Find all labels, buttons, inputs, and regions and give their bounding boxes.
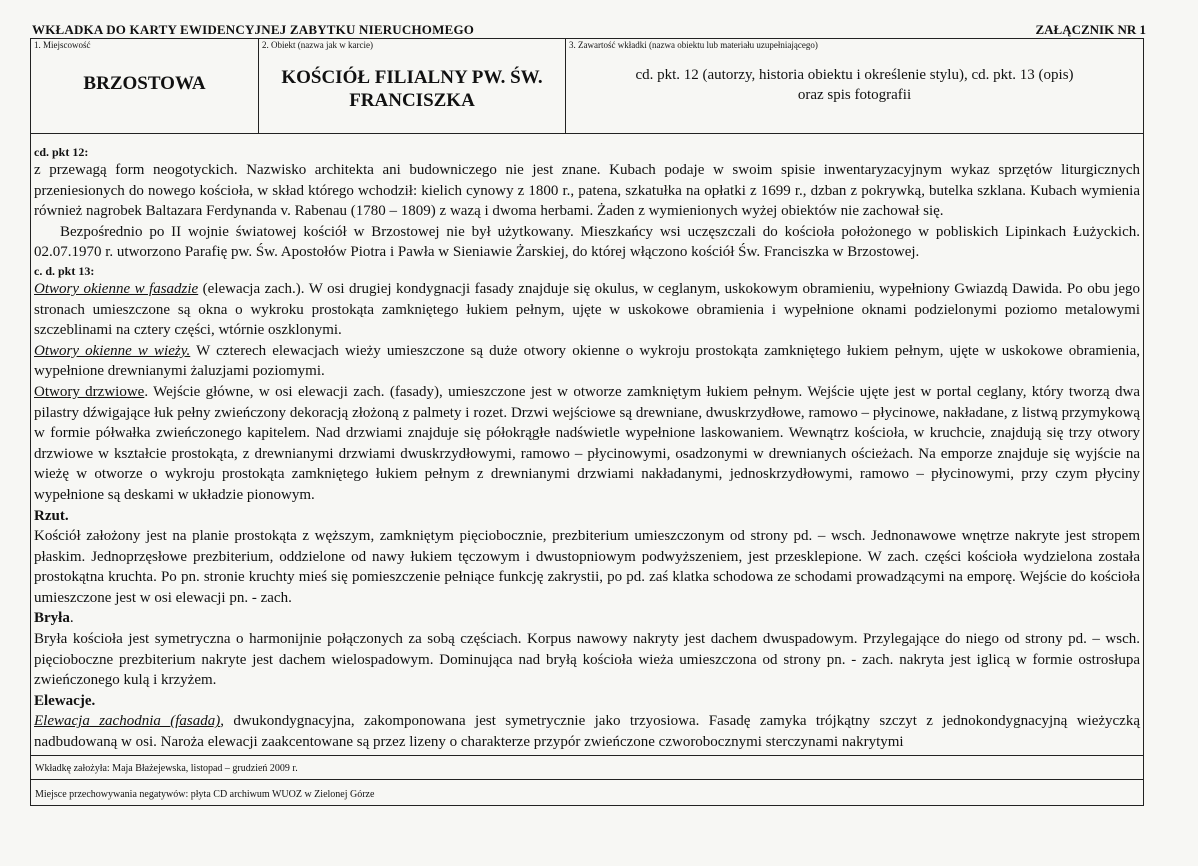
windows-facade-title: Otwory okienne w fasadzie	[34, 280, 199, 297]
doors-title: Otwory drzwiowe	[34, 383, 145, 400]
bryla-title: Bryła	[34, 610, 70, 627]
doors-paragraph	[34, 382, 1140, 506]
windows-tower-title: Otwory okienne w wieży.	[34, 342, 191, 359]
doors-text: . Wejście główne, w osi elewacji zach. (fasady), umieszczone jest w otworze zamkniętym łukiem pełnym. Wejście ujęte jest w portal ceglany, który tworzą dwa pilastry dźwigające łuk pełny zwieńczony dekoracją złożoną z palmety i rozet. Drzwi wejściowe są drewniane, dwuskrzydłowe, ramowo – płycinowe, nakładane, z listwą przymykową w formie półwałka zwieńczonego kapitelem. Nad drzwiami znajduje się półokrągłe nadświetle wypełnione laskowaniem. Wewnątrz kościoła, w kruchcie, znajdują się trzy otwory drzwiowe w kształcie prostokąta, z drewnianymi drzwiami dwuskrzydłowymi, ramowo – płycinowymi, osadzonymi w drewnianych ościeżach. Na emporze znajduje się wyjście na wieżę w otworze o wykroju prostokąta zamkniętego łukiem pełnym z drewnianymi drzwiami nakładanymi, jednoskrzydłowymi, ramowo – płycinowymi, przy czym płyciny wypełnione są deskami w układzie pionowym.	[34, 383, 1140, 503]
content-value	[576, 65, 1133, 105]
header-fields	[31, 39, 1143, 134]
windows-facade-paragraph	[34, 279, 1140, 341]
document-body	[34, 144, 1140, 753]
annex-label: ZAŁĄCZNIK NR 1	[1035, 22, 1146, 37]
pkt12-paragraph-1: z przewagą form neogotyckich. Nazwisko architekta ani budowniczego nie jest znane. Kubach podaje w swoim spisie inwentaryzacyjnym wykaz sprzętów liturgicznych przeniesionych do nowego kościoła, w skład którego wchodził: kielich cynowy z 1800 r., patena, szkatułka na opłatki z 1699 r., dzban z pokrywką, butelka szklana. Kubach wymienia również nagrobek Baltazara Ferdynanda v. Rabenau (1780 – 1809) z wazą i dwoma herbami. Żaden z wymienionych wyżej obiektów nie zachował się.	[34, 162, 1140, 220]
author-footer: Wkładkę założyła: Maja Błażejewska, listopad – grudzień 2009 r.	[31, 755, 1143, 775]
locality-cell	[31, 39, 259, 133]
object-line-1: KOŚCIÓŁ FILIALNY PW. ŚW.	[281, 67, 543, 88]
object-line-2: FRANCISZKA	[349, 90, 475, 111]
bryla-heading	[34, 608, 1140, 629]
elewacje-title: Elewacje.	[34, 692, 96, 709]
windows-tower-paragraph	[34, 341, 1140, 382]
windows-tower-text: W czterech elewacjach wieży umieszczone są duże otwory okienne o wykroju prostokąta zamkniętego łukiem pełnym, ujęte w uskokowe obramienia, wypełnione drewnianymi żaluzjami poziomymi.	[34, 342, 1140, 380]
locality-caption: 1. Miejscowość	[34, 40, 91, 50]
rzut-title: Rzut.	[34, 507, 69, 524]
form-frame	[30, 38, 1144, 806]
bryla-dot: .	[69, 610, 74, 627]
content-caption: 3. Zawartość wkładki (nazwa obiektu lub materiału uzupełniającego)	[569, 40, 818, 50]
elewacje-paragraph	[34, 711, 1140, 752]
bryla-paragraph: Bryła kościoła jest symetryczna o harmonijnie połączonych za sobą częściach. Korpus nawowy nakryty jest dachem dwuspadowym. Przylegające do niego od strony pd. – wsch. pięcioboczne prezbiterium nakryte jest dachem wielospadowym. Dominująca nad bryłą kościoła wieża umieszczona od strony pn. - zach. nakryta jest iglicą w formie ostrosłupa zwieńczonego kulą i krzyżem.	[34, 631, 1140, 689]
rzut-paragraph: Kościół założony jest na planie prostokąta z węższym, zamkniętym pięciobocznie, prezbiterium umieszczonym od strony pd. – wsch. Jednonawowe wnętrze nakryte jest stropem płaskim. Jednoprzęsłowe prezbiterium, oddzielone od nawy łukiem tęczowym i dwustopniowym podwyższeniem, jest przesklepione. W zach. części kościoła wydzielona została prostokątna kruchta. Po pn. stronie kruchty mieś się pomieszczenie pełniące funkcję zakrystii, po pd. zaś klatka schodowa ze schodami prowadzącymi na emporę. Wejście do kościoła umieszczone jest w osi elewacji pn. - zach.	[34, 528, 1140, 606]
content-line-1: cd. pkt. 12 (autorzy, historia obiektu i określenie stylu), cd. pkt. 13 (opis)	[635, 67, 1074, 83]
content-cell	[566, 39, 1143, 133]
windows-facade-text: (elewacja zach.). W osi drugiej kondygnacji fasady znajduje się okulus, w ceglanym, uskokowym obramieniu, wypełniony Gwiazdą Dawida. Po obu jego stronach umieszczone są okna o wykroku prostokąta zamkniętego łukiem pełnym, ujęte w uskokowe obramienia i wypełnione oknami podzielonymi poziomo metalowymi szczeblinami na cztery części, wtórnie oszklonymi.	[34, 280, 1140, 339]
pkt13-label: c. d. pkt 13:	[34, 263, 95, 278]
pkt12-label: cd. pkt 12:	[34, 145, 89, 159]
object-caption: 2. Obiekt (nazwa jak w karcie)	[262, 40, 373, 50]
locality-value: BRZOSTOWA	[83, 73, 206, 94]
elewacja-zachodnia-text: , dwukondygnacyjna, zakomponowana jest symetrycznie jako trzyosiowa. Fasadę zamyka trójkątny szczyt z jednokondygnacyjną wieżyczką nadbudowaną w osi. Naroża elewacji zaakcentowane są przez lizeny o charakterze przypór zwieńczone czworobocznymi sterczynami nakrytymi	[34, 713, 1140, 751]
content-line-2: oraz spis fotografii	[797, 87, 912, 103]
object-cell	[259, 39, 566, 133]
object-value	[259, 66, 565, 112]
document-title: WKŁADKA DO KARTY EWIDENCYJNEJ ZABYTKU NIERUCHOMEGO	[32, 22, 475, 37]
pkt12-paragraph-2: Bezpośrednio po II wojnie światowej kościół w Brzostowej nie był użytkowany. Mieszkańcy wsi uczęszczali do kościoła położonego w pobliskich Lipinkach Łużyckich. 02.07.1970 r. utworzono Parafię pw. Św. Apostołów Piotra i Pawła w Sieniawie Żarskiej, do której włączono kościół Św. Franciszka w Brzostowej.	[34, 223, 1140, 261]
elewacja-zachodnia-title: Elewacja zachodnia (fasada)	[34, 713, 221, 730]
storage-footer: Miejsce przechowywania negatywów: płyta CD archiwum WUOZ w Zielonej Górze	[31, 779, 1143, 805]
